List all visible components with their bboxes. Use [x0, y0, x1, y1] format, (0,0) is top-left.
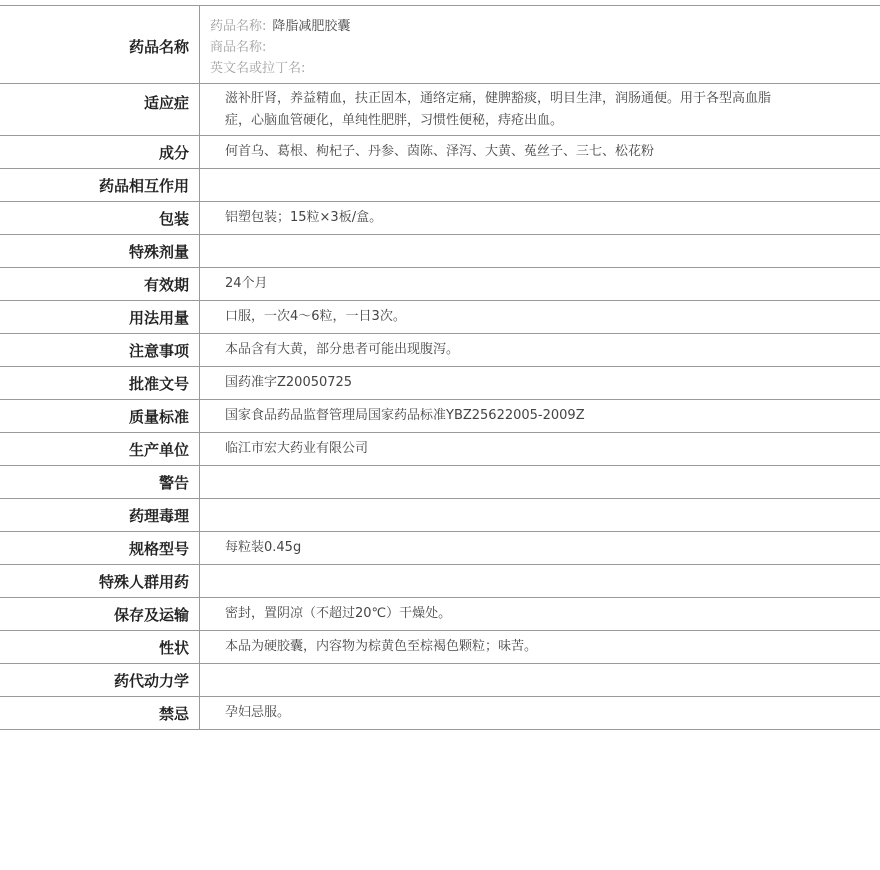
row-label: 用法用量 — [0, 301, 200, 333]
trade-name-line — [210, 37, 880, 58]
row-value: 滋补肝肾，养益精血，扶正固本，通络定痛，健脾豁痰，明目生津，润肠通便。用于各型高血脂症，心脑血管硬化，单纯性肥胖，习惯性便秘，痔疮出血。 — [225, 91, 772, 128]
quality-standard-row — [0, 400, 880, 433]
pharmacokinetics-row — [0, 664, 880, 697]
row-label: 性状 — [0, 631, 200, 663]
row-label: 成分 — [0, 136, 200, 168]
row-value: 何首乌、葛根、枸杞子、丹参、茵陈、泽泻、大黄、菟丝子、三七、松花粉 — [225, 144, 655, 159]
row-label: 特殊剂量 — [0, 235, 200, 267]
warning-row — [0, 466, 880, 499]
row-value — [200, 169, 880, 201]
row-label: 警告 — [0, 466, 200, 498]
english-name-label: 英文名或拉丁名: — [210, 61, 306, 76]
row-label: 保存及运输 — [0, 598, 200, 630]
drug-name-row — [0, 6, 880, 84]
row-label: 禁忌 — [0, 697, 200, 729]
pharmacology-row — [0, 499, 880, 532]
english-name-line — [210, 58, 880, 79]
row-value: 24个月 — [225, 276, 268, 291]
row-label: 有效期 — [0, 268, 200, 300]
row-value: 口服，一次4～6粒，一日3次。 — [225, 309, 406, 324]
generic-name-label: 药品名称: — [210, 19, 267, 34]
row-value — [200, 235, 880, 267]
row-label: 批准文号 — [0, 367, 200, 399]
row-label: 包装 — [0, 202, 200, 234]
dosage-row — [0, 301, 880, 334]
row-value — [200, 664, 880, 696]
row-value: 国家食品药品监督管理局国家药品标准YBZ25622005-2009Z — [225, 408, 585, 423]
precautions-row — [0, 334, 880, 367]
row-value: 本品为硬胶囊，内容物为棕黄色至棕褐色颗粒；味苦。 — [225, 639, 538, 654]
drug-info-table — [0, 5, 880, 730]
row-label: 特殊人群用药 — [0, 565, 200, 597]
contraindications-row — [0, 697, 880, 730]
special-population-row — [0, 565, 880, 598]
row-value — [200, 466, 880, 498]
row-value: 每粒装0.45g — [225, 540, 302, 555]
storage-row — [0, 598, 880, 631]
row-value — [200, 499, 880, 531]
row-value: 临江市宏大药业有限公司 — [225, 441, 369, 456]
row-label: 药代动力学 — [0, 664, 200, 696]
specification-row — [0, 532, 880, 565]
row-value — [200, 565, 880, 597]
ingredients-row — [0, 136, 880, 169]
approval-number-row — [0, 367, 880, 400]
row-value: 铝塑包装；15粒×3板/盒。 — [225, 210, 383, 225]
row-label: 药品相互作用 — [0, 169, 200, 201]
shelf-life-row — [0, 268, 880, 301]
special-dosage-row — [0, 235, 880, 268]
row-label: 药理毒理 — [0, 499, 200, 531]
packaging-row — [0, 202, 880, 235]
trade-name-label: 商品名称: — [210, 40, 267, 55]
indications-row — [0, 84, 880, 136]
interactions-row — [0, 169, 880, 202]
manufacturer-row — [0, 433, 880, 466]
row-label: 生产单位 — [0, 433, 200, 465]
row-label: 适应症 — [0, 84, 200, 135]
drug-name-label: 药品名称 — [0, 6, 200, 83]
row-value: 国药准字Z20050725 — [225, 375, 353, 390]
row-value: 孕妇忌服。 — [225, 705, 291, 720]
generic-name-line — [210, 16, 880, 37]
row-value: 密封，置阴凉（不超过20℃）干燥处。 — [225, 606, 452, 621]
drug-name-values — [200, 6, 880, 83]
row-label: 质量标准 — [0, 400, 200, 432]
generic-name-value: 降脂减肥胶囊 — [272, 19, 351, 34]
row-value: 本品含有大黄，部分患者可能出现腹泻。 — [225, 342, 460, 357]
description-row — [0, 631, 880, 664]
row-label: 注意事项 — [0, 334, 200, 366]
row-label: 规格型号 — [0, 532, 200, 564]
